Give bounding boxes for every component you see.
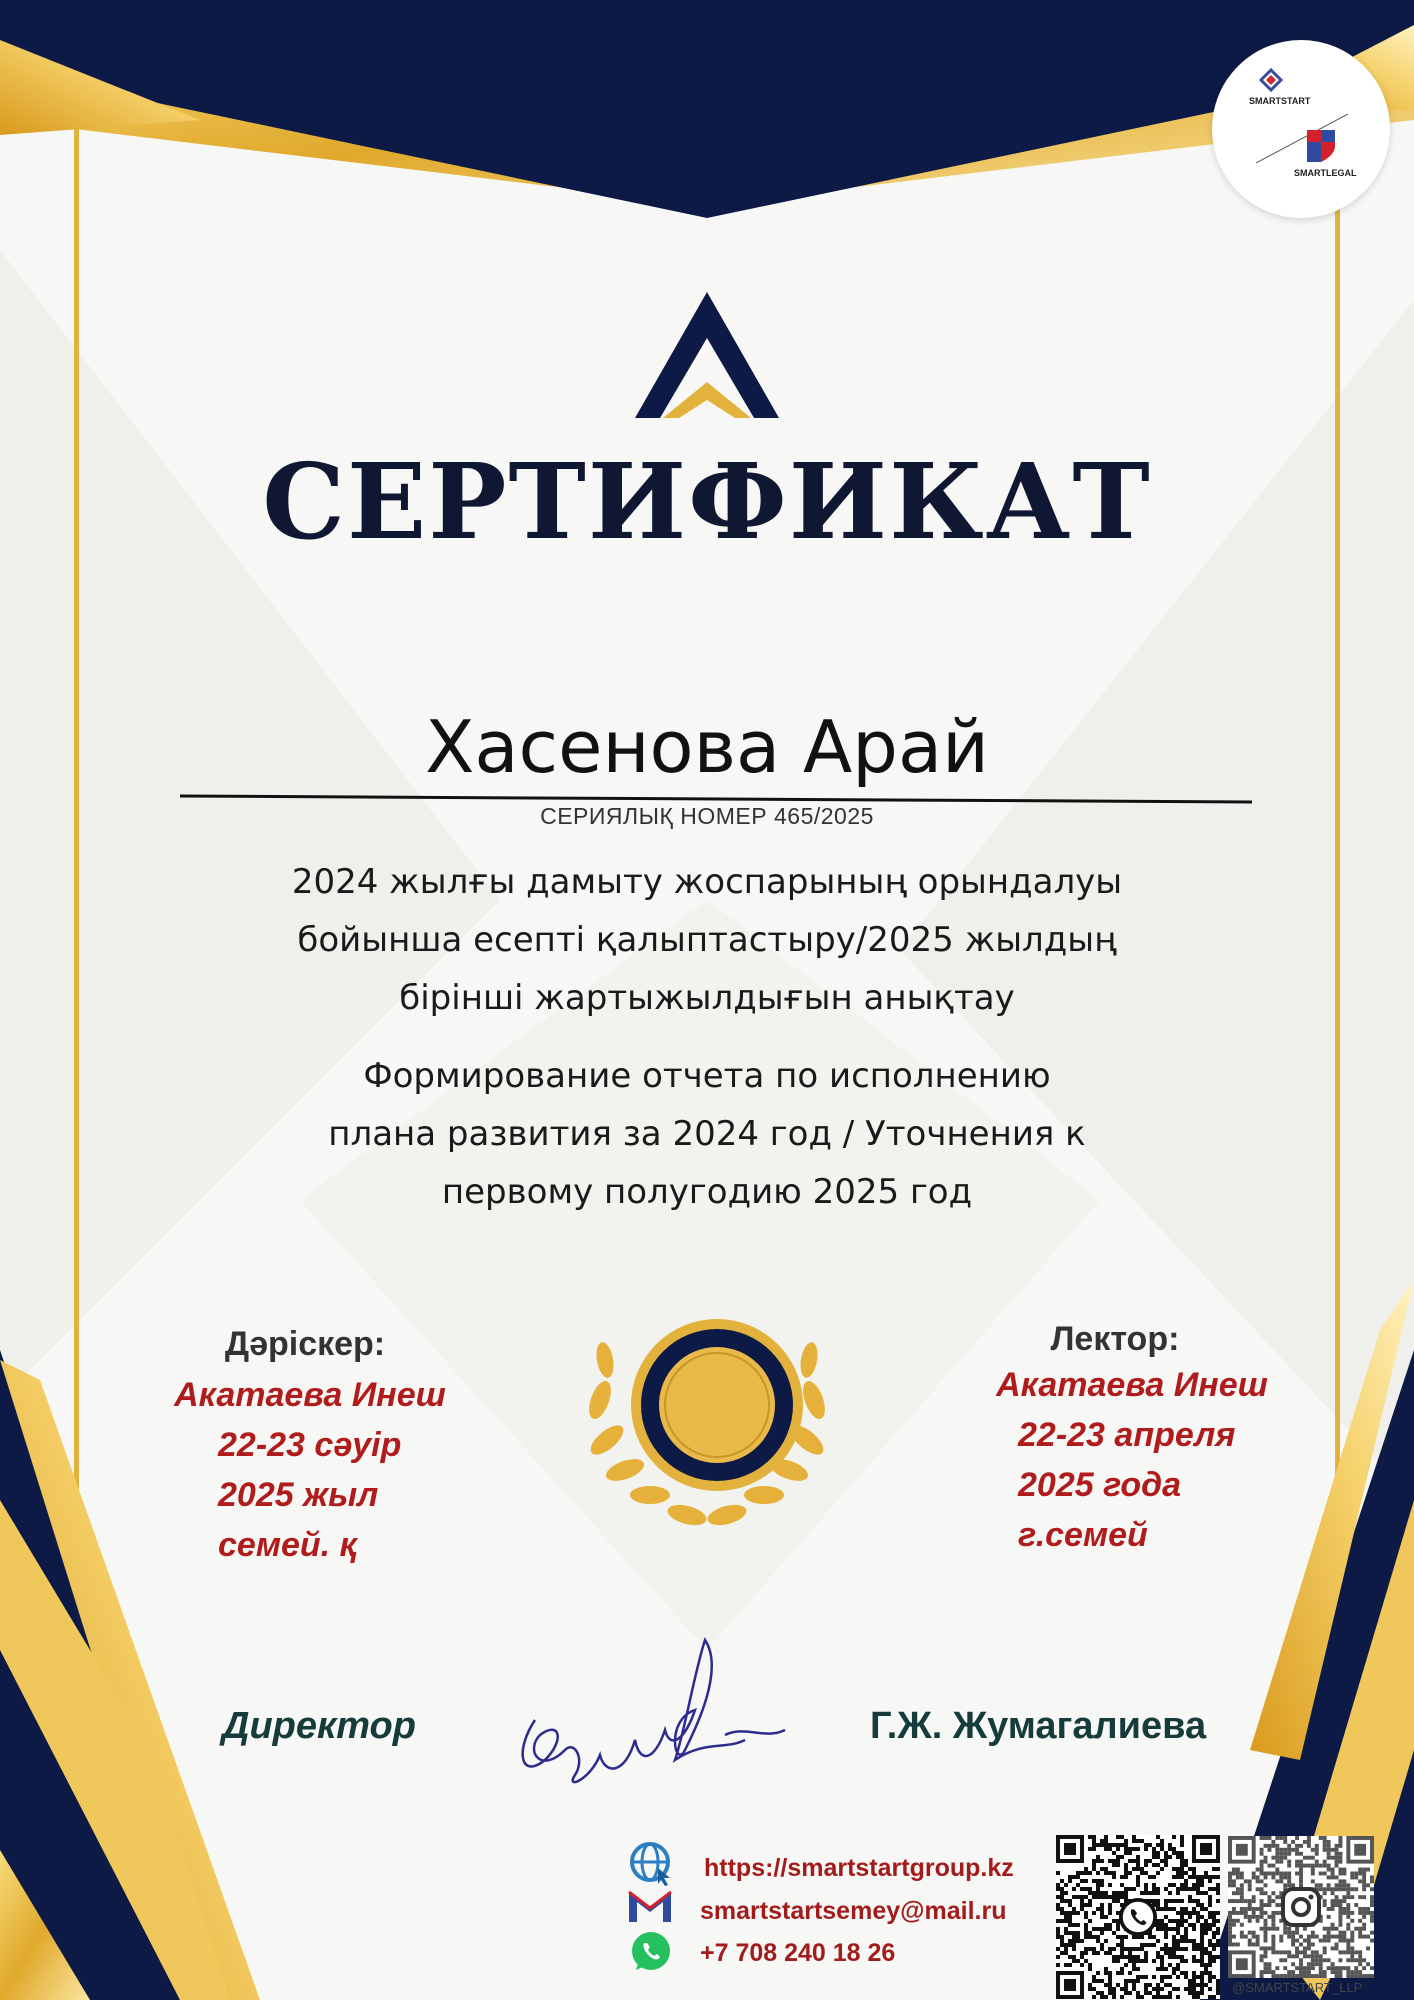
smartstart-logo-icon (1257, 68, 1285, 92)
lecturer-ru-date: 22-23 апреля (1018, 1416, 1236, 1454)
phone-number[interactable]: +7 708 240 18 26 (700, 1939, 896, 1967)
signature-drawing (523, 1640, 785, 1782)
recipient-name: Хасенова Арай (425, 705, 989, 789)
lecturer-ru-city: г.семей (1018, 1516, 1148, 1554)
director-title: Директор (222, 1705, 416, 1747)
course-ru-line: Формирование отчета по исполнению (363, 1056, 1051, 1096)
course-title-ru (200, 1047, 1214, 1221)
smartlegal-label: SMARTLEGAL (1294, 168, 1357, 178)
globe-icon (628, 1840, 674, 1886)
lecturer-ru-label: Лектор: (1050, 1320, 1180, 1358)
lecturer-ru-name: Акатаева Инеш (996, 1366, 1268, 1404)
course-title-kk (200, 853, 1214, 1027)
instagram-icon (1280, 1886, 1322, 1928)
course-kk-line: бойынша есепті қалыптастыру/2025 жылдың (297, 920, 1117, 960)
smartstart-label: SMARTSTART (1249, 96, 1311, 106)
lecturer-kk-date: 22-23 сәуір (218, 1426, 402, 1464)
lecturer-kk-label: Дәріскер: (224, 1325, 386, 1363)
instagram-handle: @SMARTSTART_LLP (1232, 1980, 1363, 1995)
serial-number: СЕРИЯЛЫҚ НОМЕР 465/2025 (540, 803, 874, 829)
mail-icon (627, 1888, 673, 1924)
lecturer-ru-year: 2025 года (1018, 1466, 1182, 1504)
partner-badge (1212, 40, 1390, 218)
qr-code-whatsapp[interactable] (1056, 1835, 1220, 1999)
certificate-title: СЕРТИФИКАТ (262, 440, 1152, 563)
website-link[interactable]: https://smartstartgroup.kz (704, 1854, 1014, 1882)
lecturer-kk-name: Акатаева Инеш (174, 1376, 446, 1414)
smartlegal-shield-icon (1305, 128, 1337, 164)
email-link[interactable]: smartstartsemey@mail.ru (700, 1897, 1007, 1925)
course-kk-line: 2024 жылғы дамыту жоспарының орындалуы (291, 862, 1123, 902)
course-kk-line: бірінші жартыжылдығын анықтау (399, 978, 1015, 1018)
director-name: Г.Ж. Жумагалиева (870, 1705, 1207, 1747)
lecturer-kk-year: 2025 жыл (218, 1476, 379, 1514)
course-ru-line: плана развития за 2024 год / Уточнения к (328, 1114, 1086, 1154)
lecturer-kk-city: семей. қ (218, 1526, 357, 1564)
qr-code-instagram[interactable] (1228, 1836, 1374, 1978)
whatsapp-icon (1118, 1897, 1158, 1937)
whatsapp-icon (630, 1930, 672, 1972)
logo-mark (635, 292, 779, 418)
course-ru-line: первому полугодию 2025 год (441, 1172, 973, 1212)
